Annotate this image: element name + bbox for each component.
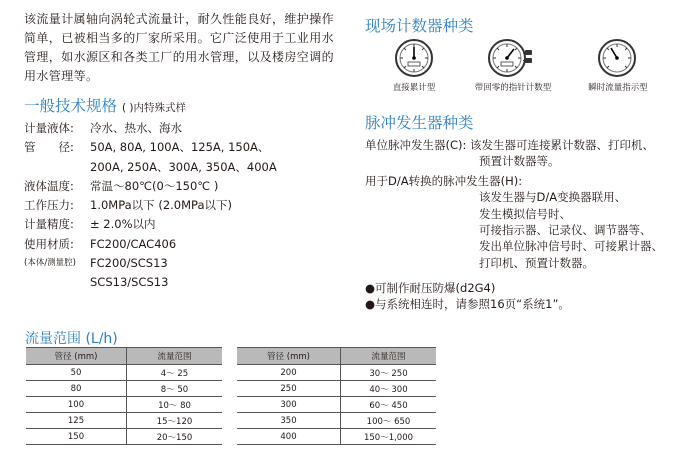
spec-row bbox=[24, 235, 277, 254]
table-row bbox=[26, 365, 222, 381]
flow-range-title: 流量范围 (L/h) bbox=[25, 331, 118, 347]
spec-row bbox=[24, 215, 277, 234]
cell: 125 bbox=[26, 413, 127, 429]
cell: 100 bbox=[26, 397, 127, 413]
counter-type-label: 瞬时流量指示型 bbox=[588, 83, 648, 93]
intro-line: 简单，已被相当多的厂家所采用。它广泛使用于工业用水 bbox=[24, 31, 335, 45]
pulse-line: 发生模拟信号时、 bbox=[479, 206, 571, 221]
pulse-line: 该发生器与D/A变换器联用、 bbox=[479, 190, 627, 205]
spec-label: 使用材质: bbox=[24, 236, 74, 251]
table-row bbox=[26, 413, 222, 429]
table-row bbox=[26, 397, 222, 413]
counter-type-label: 直接累计型 bbox=[392, 83, 436, 93]
table-row bbox=[237, 365, 436, 381]
intro-line: 用水管理等。 bbox=[24, 69, 99, 83]
cell: 60～ 450 bbox=[341, 397, 437, 413]
cell: 10～ 80 bbox=[127, 397, 223, 413]
reset-counter-dial-icon bbox=[487, 38, 539, 82]
flow-range-table-right bbox=[237, 347, 436, 445]
cell: 30～ 250 bbox=[341, 365, 437, 381]
cell: 80 bbox=[26, 381, 127, 397]
table-row bbox=[237, 413, 436, 429]
intro-line: 该流量计属轴向涡轮式流量计，耐久性能良好，维护操作 bbox=[24, 12, 335, 26]
spec-value: 50A, 80A, 100A、125A, 150A、 bbox=[90, 140, 270, 155]
cell: 300 bbox=[237, 397, 341, 413]
spec-label: 计量液体: bbox=[24, 121, 74, 135]
spec-row bbox=[24, 196, 277, 215]
counter-section-title: 现场计数器种类 bbox=[365, 17, 474, 35]
spec-row bbox=[24, 158, 277, 177]
spec-row bbox=[24, 119, 277, 138]
spec-row bbox=[24, 138, 277, 157]
intro-line: 管理，如水源区和各类工厂的用水管理，以及楼房空调的 bbox=[24, 50, 335, 64]
cell: 40～ 300 bbox=[341, 381, 437, 397]
spec-label: 管 径: bbox=[24, 140, 74, 155]
pulse-line: 预置计数器等。 bbox=[479, 154, 560, 169]
spec-label: 液体温度: bbox=[24, 178, 74, 193]
spec-row bbox=[24, 177, 277, 196]
cell: 8～ 50 bbox=[127, 381, 223, 397]
pulse-line: 单位脉冲发生器(C): 该发生器可连接累计数器、打印机、 bbox=[365, 138, 655, 152]
spec-subtitle: ( )内特殊式样 bbox=[121, 102, 186, 114]
pulse-line: 发出单位脉冲信号时、可接累计器、 bbox=[479, 239, 663, 254]
spec-row bbox=[24, 273, 277, 292]
table-row bbox=[26, 429, 222, 445]
spec-section-heading bbox=[24, 94, 186, 116]
cell: 150～1,000 bbox=[341, 429, 437, 445]
cell: 350 bbox=[237, 413, 341, 429]
note-item: ●可制作耐压防爆(d2G4) bbox=[365, 281, 496, 295]
spec-value: 1.0MPa以下 (2.0MPa以下) bbox=[90, 198, 232, 213]
column-header: 流量范围 bbox=[341, 348, 437, 365]
table-header-row bbox=[26, 348, 222, 365]
spec-value: SCS13/SCS13 bbox=[90, 275, 169, 290]
spec-label bbox=[24, 158, 90, 177]
cell: 20～150 bbox=[127, 429, 223, 445]
cell: 200 bbox=[237, 365, 341, 381]
counter-type-label: 带回零的指针计数型 bbox=[474, 83, 552, 93]
intro-paragraph bbox=[24, 10, 346, 86]
pulse-description bbox=[365, 137, 663, 271]
spec-value: ± 2.0%以内 bbox=[90, 217, 156, 232]
flow-range-table-left bbox=[26, 347, 222, 445]
spec-label: (本体/测量腔) bbox=[24, 258, 76, 269]
spec-row bbox=[24, 254, 277, 273]
table-row bbox=[237, 429, 436, 445]
table-header-row bbox=[237, 348, 436, 365]
spec-value: 200A, 250A、300A, 350A、400A bbox=[90, 159, 277, 174]
cell: 150 bbox=[26, 429, 127, 445]
counter-dial-icon bbox=[394, 38, 434, 82]
table-row bbox=[237, 397, 436, 413]
spec-value: 冷水、热水、海水 bbox=[90, 121, 182, 135]
column-header: 管径 (mm) bbox=[26, 348, 127, 365]
table-row bbox=[237, 381, 436, 397]
spec-title: 一般技术规格 bbox=[24, 97, 118, 115]
pulse-line: 打印机、预置计数器。 bbox=[479, 255, 594, 270]
spec-value: FC200/SCS13 bbox=[90, 256, 168, 271]
spec-value: 常温～80℃(0～150℃ ) bbox=[90, 178, 219, 193]
note-item: ●与系统相连时，请参照16页“系统1”。 bbox=[365, 297, 570, 311]
cell: 400 bbox=[237, 429, 341, 445]
spec-label: 工作压力: bbox=[24, 198, 74, 213]
notes-list bbox=[365, 280, 570, 312]
pulse-section-title: 脉冲发生器种类 bbox=[365, 114, 474, 132]
cell: 50 bbox=[26, 365, 127, 381]
table-row bbox=[26, 381, 222, 397]
spec-list bbox=[24, 119, 277, 293]
spec-label: 计量精度: bbox=[24, 217, 74, 232]
pulse-line: 用于D/A转换的脉冲发生器(H): bbox=[365, 173, 523, 188]
column-header: 管径 (mm) bbox=[237, 348, 341, 365]
column-header: 流量范围 bbox=[127, 348, 223, 365]
cell: 15～120 bbox=[127, 413, 223, 429]
pulse-line: 可接指示器、记录仪、调节器等、 bbox=[479, 223, 652, 238]
flow-indicator-dial-icon bbox=[597, 38, 637, 82]
cell: 250 bbox=[237, 381, 341, 397]
cell: 100～ 650 bbox=[341, 413, 437, 429]
spec-value: FC200/CAC406 bbox=[90, 236, 177, 251]
spec-label bbox=[24, 273, 90, 292]
cell: 4～ 25 bbox=[127, 365, 223, 381]
